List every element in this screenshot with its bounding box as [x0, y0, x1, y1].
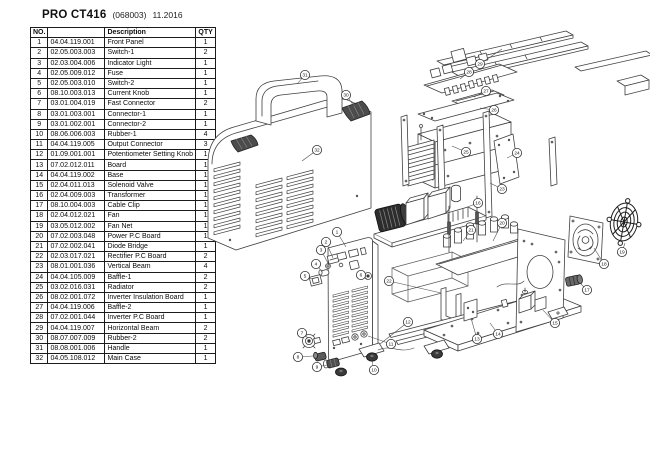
cell-description: Rectifier P.C Board — [105, 252, 196, 262]
cell-qty: 1 — [196, 58, 216, 68]
cell-description: Current Knob — [105, 89, 196, 99]
cell-code: 04.04.119.002 — [48, 170, 105, 180]
cell-code: 04.04.119.007 — [48, 323, 105, 333]
callout-num-5: 5 — [303, 274, 307, 280]
cell-no: 14 — [31, 170, 48, 180]
cell-no: 20 — [31, 231, 48, 241]
fan — [568, 216, 603, 264]
cell-no: 25 — [31, 282, 48, 292]
cell-description: Rubber-1 — [105, 129, 196, 139]
callout-num-7: 7 — [300, 331, 304, 337]
callout-num-2: 2 — [324, 240, 328, 246]
cell-no: 12 — [31, 150, 48, 160]
cell-description: Handle — [105, 343, 196, 353]
callout-num-13: 13 — [474, 337, 480, 343]
cable-clip — [565, 274, 583, 286]
model-code: (068003) — [112, 10, 147, 20]
callout-num-10: 10 — [371, 368, 377, 374]
cell-code: 08.02.001.072 — [48, 292, 105, 302]
callout-num-25: 25 — [463, 150, 469, 156]
cell-no: 18 — [31, 211, 48, 221]
cell-code: 07.02.002.041 — [48, 241, 105, 251]
cell-no: 5 — [31, 78, 48, 88]
cell-no: 4 — [31, 68, 48, 78]
cell-code: 03.05.012.002 — [48, 221, 105, 231]
cell-qty: 1 — [196, 221, 216, 231]
cell-code: 08.01.001.036 — [48, 262, 105, 272]
cell-code: 04.04.119.005 — [48, 140, 105, 150]
cell-code: 03.01.003.001 — [48, 109, 105, 119]
callout-num-9: 9 — [315, 365, 319, 371]
callout-num-31: 31 — [302, 73, 308, 79]
cell-qty: 4 — [196, 129, 216, 139]
cell-description: Power P.C Board — [105, 231, 196, 241]
callout-num-12: 12 — [405, 320, 411, 326]
cell-description: Diode Bridge — [105, 241, 196, 251]
cell-description: Fast Connector — [105, 99, 196, 109]
cell-qty: 1 — [196, 354, 216, 364]
cell-no: 19 — [31, 221, 48, 231]
cell-qty: 2 — [196, 272, 216, 282]
header-no: NO. — [31, 28, 48, 38]
cell-description: Output Connector — [105, 140, 196, 150]
cell-qty: 2 — [196, 48, 216, 58]
cell-no: 32 — [31, 354, 48, 364]
cell-qty: 1 — [196, 201, 216, 211]
cell-code: 08.08.001.006 — [48, 343, 105, 353]
cell-description: Cable Clip — [105, 201, 196, 211]
cell-no: 23 — [31, 262, 48, 272]
cell-no: 8 — [31, 109, 48, 119]
cell-description: Board — [105, 160, 196, 170]
cell-code: 02.05.009.012 — [48, 68, 105, 78]
cell-no: 24 — [31, 272, 48, 282]
cell-no: 10 — [31, 129, 48, 139]
callout-num-18: 18 — [601, 262, 607, 268]
cell-qty: 1 — [196, 231, 216, 241]
cell-no: 11 — [31, 140, 48, 150]
callout-num-27: 27 — [483, 89, 489, 95]
cell-code: 02.05.003.003 — [48, 48, 105, 58]
cell-qty: 2 — [196, 282, 216, 292]
cell-qty: 1 — [196, 303, 216, 313]
header-description: Description — [105, 28, 196, 38]
cell-qty: 1 — [196, 109, 216, 119]
cell-qty: 3 — [196, 140, 216, 150]
cell-description: Horizontal Beam — [105, 323, 196, 333]
cell-qty: 1 — [196, 119, 216, 129]
cell-description: Baffle-1 — [105, 272, 196, 282]
cell-no: 21 — [31, 241, 48, 251]
callout-num-4: 4 — [314, 262, 318, 268]
cell-no: 1 — [31, 38, 48, 48]
cell-description: Connector-1 — [105, 109, 196, 119]
cell-qty: 2 — [196, 99, 216, 109]
callout-num-1: 1 — [335, 230, 339, 236]
cell-no: 31 — [31, 343, 48, 353]
callout-num-14: 14 — [495, 332, 501, 338]
callout-num-6: 6 — [359, 273, 363, 279]
baffle-1 — [494, 134, 519, 184]
cell-qty: 1 — [196, 241, 216, 251]
cell-no: 17 — [31, 201, 48, 211]
header-qty: QTY — [196, 28, 216, 38]
cell-qty: 1 — [196, 343, 216, 353]
callout-num-30: 30 — [343, 93, 349, 99]
cell-code: 02.04.009.003 — [48, 191, 105, 201]
cell-qty: 2 — [196, 333, 216, 343]
cell-qty: 1 — [196, 191, 216, 201]
board-13 — [464, 299, 477, 321]
cell-description: Indicator Light — [105, 58, 196, 68]
cell-description: Radiator — [105, 282, 196, 292]
model-name: PRO CT416 — [42, 9, 107, 21]
cell-code: 03.01.002.001 — [48, 119, 105, 129]
cell-code: 04.04.119.001 — [48, 38, 105, 48]
cell-qty: 1 — [196, 89, 216, 99]
cell-code: 08.10.004.003 — [48, 201, 105, 211]
cell-no: 13 — [31, 160, 48, 170]
cell-description: Fuse — [105, 68, 196, 78]
cell-description: Rubber-2 — [105, 333, 196, 343]
cell-code: 02.03.017.021 — [48, 252, 105, 262]
cell-no: 7 — [31, 99, 48, 109]
callout-num-24: 24 — [514, 151, 520, 157]
cell-code: 02.04.012.021 — [48, 211, 105, 221]
cell-code: 08.07.007.009 — [48, 333, 105, 343]
cell-description: Switch-1 — [105, 48, 196, 58]
cell-qty: 1 — [196, 170, 216, 180]
callout-num-19: 19 — [619, 250, 625, 256]
callout-num-17: 17 — [584, 288, 590, 294]
cell-description: Fan Net — [105, 221, 196, 231]
callout-num-22: 22 — [386, 279, 392, 285]
cell-qty: 1 — [196, 150, 216, 160]
callout-num-32: 32 — [314, 148, 320, 154]
cell-description: Potentiometer Setting Knob — [105, 150, 196, 160]
cell-description: Inverter P.C Board — [105, 313, 196, 323]
cell-no: 29 — [31, 323, 48, 333]
cell-code: 03.01.004.019 — [48, 99, 105, 109]
cell-code: 02.03.004.006 — [48, 58, 105, 68]
cell-no: 16 — [31, 191, 48, 201]
cell-code: 04.05.108.012 — [48, 354, 105, 364]
cell-qty: 1 — [196, 313, 216, 323]
cell-qty: 1 — [196, 292, 216, 302]
callout-num-3: 3 — [319, 248, 323, 254]
cell-description: Main Case — [105, 354, 196, 364]
cell-qty: 2 — [196, 252, 216, 262]
cell-no: 15 — [31, 180, 48, 190]
cell-no: 27 — [31, 303, 48, 313]
cell-qty: 1 — [196, 68, 216, 78]
cell-code: 08.10.003.013 — [48, 89, 105, 99]
cell-qty: 2 — [196, 323, 216, 333]
cell-qty: 1 — [196, 38, 216, 48]
callout-num-29: 29 — [477, 62, 483, 68]
cell-qty: 1 — [196, 180, 216, 190]
doc-date: 11.2016 — [152, 10, 183, 20]
fan-net — [603, 196, 645, 249]
cell-code: 02.05.003.010 — [48, 78, 105, 88]
cell-no: 6 — [31, 89, 48, 99]
cell-no: 26 — [31, 292, 48, 302]
cell-code: 04.04.119.006 — [48, 303, 105, 313]
cell-code: 07.02.001.044 — [48, 313, 105, 323]
cell-no: 28 — [31, 313, 48, 323]
cell-no: 2 — [31, 48, 48, 58]
callout-num-15: 15 — [552, 321, 558, 327]
cell-qty: 1 — [196, 211, 216, 221]
cell-description: Solenoid Valve — [105, 180, 196, 190]
cell-code: 07.02.003.048 — [48, 231, 105, 241]
callout-num-8: 8 — [296, 355, 300, 361]
cell-code: 08.06.006.003 — [48, 129, 105, 139]
cell-description: Vertical Beam — [105, 262, 196, 272]
cell-qty: 1 — [196, 78, 216, 88]
callout-num-16: 16 — [475, 201, 481, 207]
cell-code: 07.02.012.011 — [48, 160, 105, 170]
callout-num-21: 21 — [468, 228, 474, 234]
cell-code: 04.04.105.009 — [48, 272, 105, 282]
cell-description: Inverter Insulation Board — [105, 292, 196, 302]
callout-num-23: 23 — [499, 187, 505, 193]
cell-description: Transformer — [105, 191, 196, 201]
cell-no: 30 — [31, 333, 48, 343]
cell-description: Baffle-2 — [105, 303, 196, 313]
cell-description: Switch-2 — [105, 78, 196, 88]
cell-no: 22 — [31, 252, 48, 262]
cell-code: 01.09.001.001 — [48, 150, 105, 160]
cell-description: Base — [105, 170, 196, 180]
cell-description: Front Panel — [105, 38, 196, 48]
cell-no: 3 — [31, 58, 48, 68]
cell-no: 9 — [31, 119, 48, 129]
cell-description: Connector-2 — [105, 119, 196, 129]
cell-code: 02.04.011.013 — [48, 180, 105, 190]
callout-num-20: 20 — [499, 221, 505, 227]
callout-num-26: 26 — [491, 108, 497, 114]
callout-num-28: 28 — [466, 70, 472, 76]
cell-code: 03.02.016.031 — [48, 282, 105, 292]
cell-description: Fan — [105, 211, 196, 221]
cell-qty: 4 — [196, 262, 216, 272]
callout-num-11: 11 — [388, 342, 394, 348]
cell-qty: 1 — [196, 160, 216, 170]
